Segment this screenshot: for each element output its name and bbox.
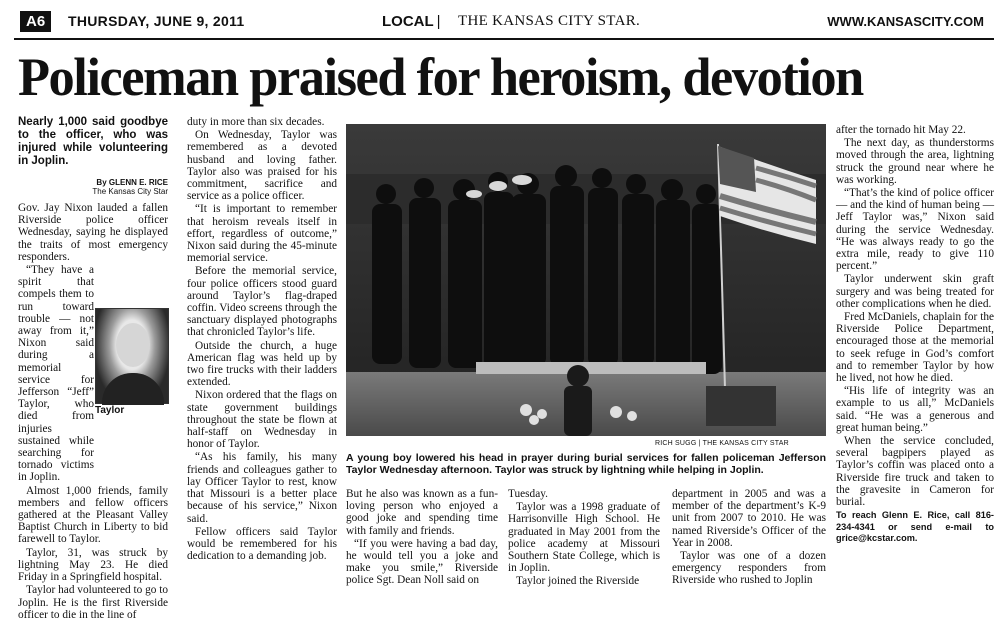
section-name: LOCAL xyxy=(382,13,434,30)
paragraph: Taylor underwent skin graft surgery and was being treated for other complications when he died. xyxy=(836,273,994,310)
deck: Nearly 1,000 said goodbye to the officer, who was injured while volunteering in Joplin. xyxy=(18,116,168,167)
paragraph: “If you were having a bad day, he would tell you a joke and make you smile,” Riverside police Sgt. Dean Noll said on xyxy=(346,537,498,587)
masthead-rule xyxy=(14,38,994,40)
photo-caption: A young boy lowered his head in prayer during burial services for fallen policeman Jefferson Taylor Wednesday afternoon. Taylor was struck by lightning while helping in Joplin. xyxy=(346,452,826,477)
paragraph: department in 2005 and was a member of the department’s K-9 unit from 2007 to 2010. He was named Riverside’s Officer of the Year in 2008. xyxy=(672,488,826,549)
section-label: LOCAL | xyxy=(382,13,441,30)
article-column-4 xyxy=(508,488,660,606)
paragraph: “It is important to remember that heroism reveals itself in effort, regardless of outcome,” Nixon said during the 45-minute memorial service. xyxy=(187,203,337,265)
paper-url: WWW.KANSASCITY.COM xyxy=(827,14,984,29)
byline-org: The Kansas City Star xyxy=(92,187,168,196)
paragraph: The next day, as thunderstorms moved through the area, lightning struck the ground near where he was working. xyxy=(836,137,994,186)
paragraph: “His life of integrity was an example to us all,” McDaniels said. “He was a generous and great human being.” xyxy=(836,385,994,434)
paragraph: “They have a spirit that compels them to run toward trouble — not away from it,” Nixon said during a memorial service for Jefferson “Jeff” Taylor, who died from injuries sustained while searching for tornado victims in Joplin. xyxy=(18,264,94,484)
paper-name: THE KANSAS CITY STAR. xyxy=(458,13,641,29)
headline: Policeman praised for heroism, devotion xyxy=(18,47,863,107)
officer-portrait xyxy=(95,308,169,404)
byline: By GLENN E. RICE xyxy=(96,178,168,187)
paragraph: after the tornado hit May 22. xyxy=(836,124,966,136)
article-column-6 xyxy=(836,124,994,606)
page-number: A6 xyxy=(20,11,51,32)
article-column-2 xyxy=(187,116,337,606)
paragraph: “As his family, his many friends and colleagues gather to lay Officer Taylor to rest, know that Missouri is a better place because of his service,” Nixon said. xyxy=(187,451,337,525)
paragraph: Outside the church, a huge American flag was held up by two fire trucks with their ladders extended. xyxy=(187,339,337,389)
article-column-5 xyxy=(672,488,826,606)
paragraph: Gov. Jay Nixon lauded a fallen Riverside police officer Wednesday, saying he displayed the traits of most emergency responders. xyxy=(18,202,168,263)
photo-credit: RICH SUGG | THE KANSAS CITY STAR xyxy=(655,440,789,447)
paragraph: duty in more than six decades. xyxy=(187,116,325,128)
paragraph: Almost 1,000 friends, family members and fellow officers gathered at the Pleasant Valley Baptist Church in Liberty to bid farewell to Taylor. xyxy=(18,484,168,546)
portrait-caption: Taylor xyxy=(95,405,125,416)
reporter-contact: To reach Glenn E. Rice, call 816-234-4341 or send e-mail to grice@kcstar.com. xyxy=(836,510,994,544)
paragraph: Fred McDaniels, chaplain for the Riverside Police Department, encouraged those at the memorial to seek refuge in God’s comfort and to remember Taylor by how he lived, not how he died. xyxy=(836,311,994,385)
article-column-3 xyxy=(346,488,498,606)
paragraph: Taylor had volunteered to go to Joplin. He is the first Riverside officer to die in the line of xyxy=(18,584,168,621)
paragraph: Before the memorial service, four police officers stood guard around Taylor’s flag-draped coffin. Video screens through the sanctuary displayed photographs that chronicled Taylor’s life. xyxy=(187,265,337,339)
paragraph: “That’s the kind of police officer — and the kind of human being — Jeff Taylor was,” Nixon said during the service Wednesday. “He was always ready to go the extra mile, ready to give 110 percent.” xyxy=(836,187,994,273)
paragraph: On Wednesday, Taylor was remembered as a devoted husband and loving father. Taylor also was praised for his commitment, sacrifice and service as a police officer. xyxy=(187,129,337,203)
paragraph: Taylor, 31, was struck by lightning May 23. He died Friday in a Springfield hospital. xyxy=(18,546,168,584)
paragraph: Taylor joined the Riverside xyxy=(516,575,640,588)
paragraph: Taylor was a 1998 graduate of Harrisonville High School. He graduated in May 2001 from the police academy at Missouri Southern State College, which is in Joplin. xyxy=(508,501,660,575)
masthead xyxy=(6,8,1002,38)
paragraph: Taylor was one of a dozen emergency responders from Riverside who rushed to Joplin xyxy=(672,550,826,587)
paragraph: But he also was known as a fun-loving person who enjoyed a good joke and spending time with family and friends. xyxy=(346,488,498,537)
paragraph: Fellow officers said Taylor would be remembered for his dedication to a demanding job. xyxy=(187,525,337,563)
paragraph: Tuesday. xyxy=(508,488,548,500)
paragraph: When the service concluded, several bagpipers played as Taylor’s coffin was placed onto a Riverside fire truck and taken to the gravesite in Cameron for burial. xyxy=(836,435,994,509)
burial-photo xyxy=(346,124,826,436)
paragraph: Nixon ordered that the flags on state government buildings throughout the state be flown at half-staff on Wednesday in honor of Taylor. xyxy=(187,389,337,451)
edition-date: THURSDAY, JUNE 9, 2011 xyxy=(68,13,245,29)
